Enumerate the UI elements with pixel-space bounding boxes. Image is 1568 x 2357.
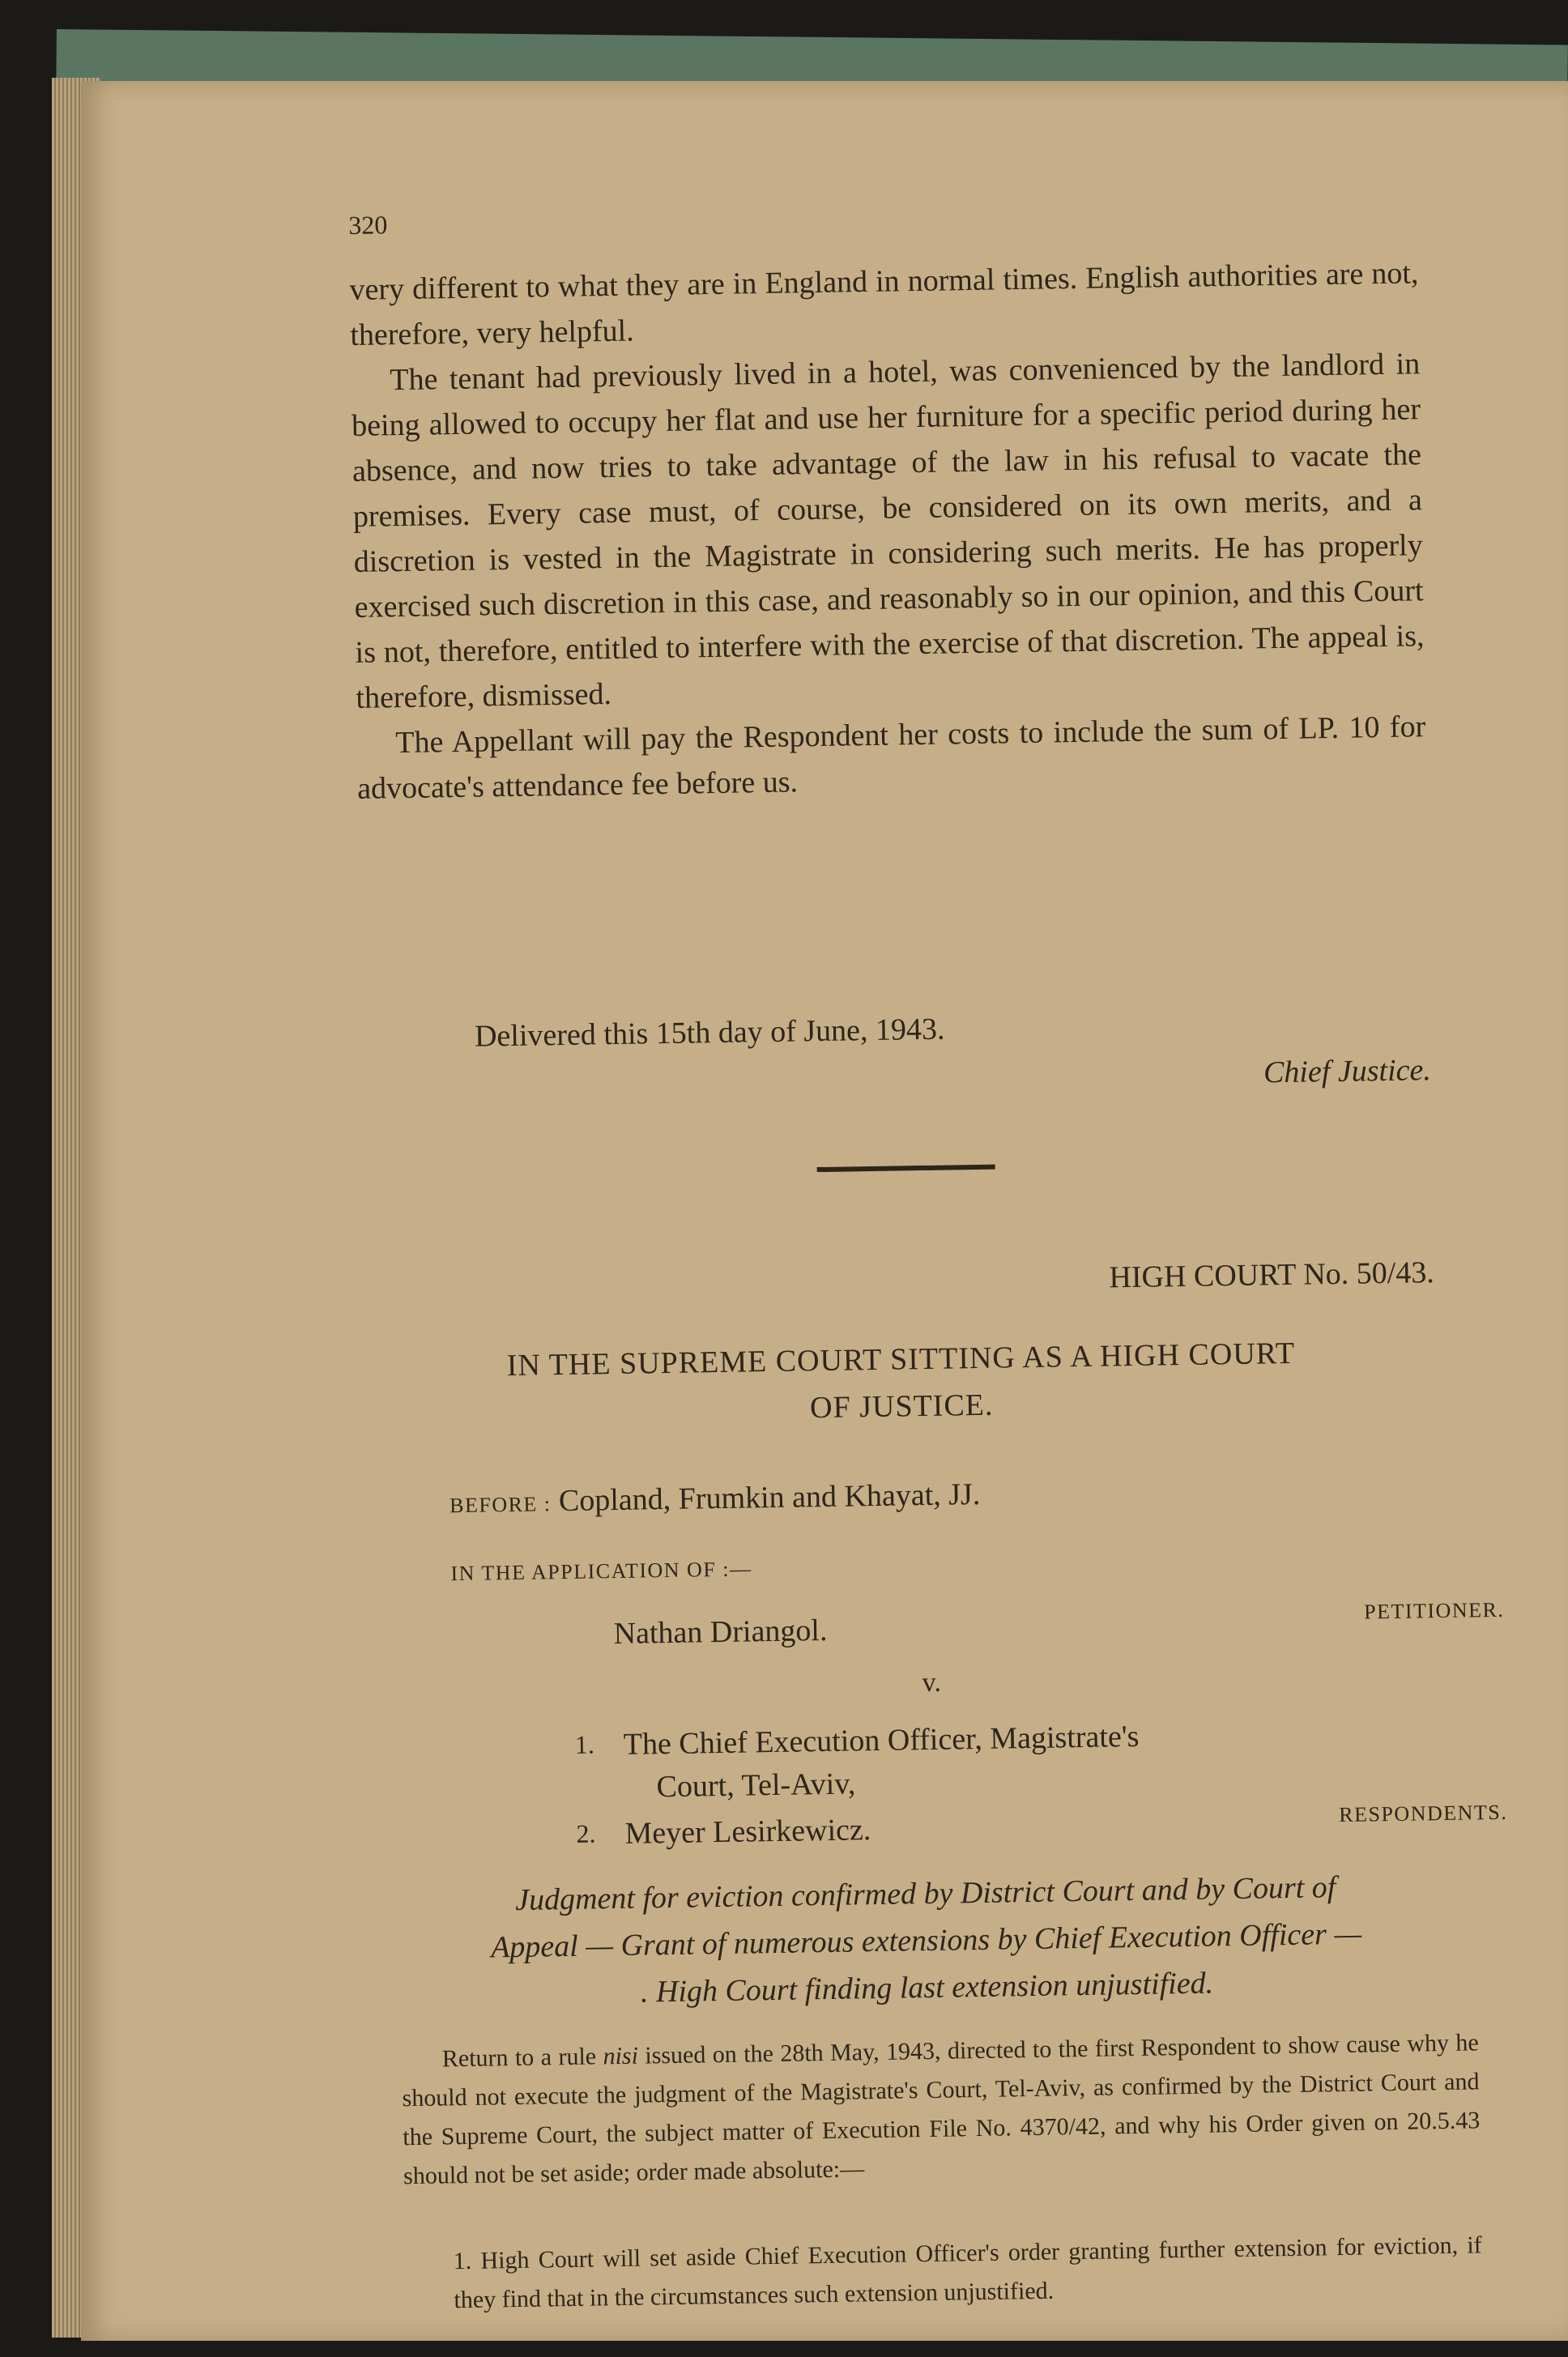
summary-rest: issued on the 28th May, 1943, directed to the first Respondent to show cause why he should not execute the judgment of the Magistrate's Court, Tel-Aviv, as confirmed by the District Court and the Supreme Court, the subject matter of Execution File No. 4370/42, and why his Order given on 20.5.43 should not be set aside; order made absolute:— xyxy=(402,2029,1481,2190)
judges: Copland, Frumkin and Khayat, JJ. xyxy=(558,1477,981,1519)
before-label: BEFORE : xyxy=(449,1492,552,1518)
paragraph-1: very different to what they are in England in normal times. English authorities are not, therefore, very helpful. xyxy=(349,256,1419,352)
holding-1: 1. High Court will set aside Chief Execution Officer's order granting further extension for eviction, if they find that in the circumstances such extension unjustified. xyxy=(453,2231,1482,2314)
case-summary xyxy=(401,2023,1481,2196)
judgment-text xyxy=(349,250,1426,812)
headnote-line-1: Judgment for eviction confirmed by District Court and by Court of xyxy=(514,1870,1336,1918)
petitioner-label: PETITIONER. xyxy=(1363,1597,1505,1624)
respondent-1-line-2: Court, Tel-Aviv, xyxy=(656,1767,856,1805)
page-number: 320 xyxy=(348,210,388,240)
section-divider xyxy=(817,1165,995,1172)
respondents-label: RESPONDENTS. xyxy=(1339,1800,1508,1827)
court-title-line-1: IN THE SUPREME COURT SITTING AS A HIGH COURT xyxy=(506,1336,1296,1383)
paragraph-3: The Appellant will pay the Respondent her costs to include the sum of LP. 10 for advocate's attendance fee before us. xyxy=(356,710,1426,806)
page-content xyxy=(348,192,1515,2314)
respondent-1-line-1: The Chief Execution Officer, Magistrate's xyxy=(623,1719,1140,1762)
respondent-2-name: Meyer Lesirkewicz. xyxy=(624,1813,871,1851)
respondent-2-number: 2. xyxy=(576,1818,596,1848)
court-title xyxy=(415,1328,1388,1438)
summary-start: Return to a rule xyxy=(441,2043,603,2073)
bench xyxy=(450,1477,981,1520)
headnote-line-3: . High Court finding last extension unjustified. xyxy=(640,1966,1214,2010)
petitioner-name: Nathan Driangol. xyxy=(613,1613,828,1652)
respondent-1-number: 1. xyxy=(574,1729,595,1759)
headnote xyxy=(374,1861,1478,2019)
summary-nisi: nisi xyxy=(603,2042,639,2070)
versus: v. xyxy=(922,1667,942,1698)
paragraph-2: The tenant had previously lived in a hotel, was convenienced by the landlord in being allowed to occupy her flat and use her furniture for a specific period during her absence, and now tries to take advantage of the law in his refusal to vacate the premises. Every case must, of course, be considered on its own merits, and a discretion is vested in the Magistrate in considering such merits. He has properly exercised such discretion in this case, and reasonably so in our opinion, and this Court is not, therefore, entitled to interfere with the exercise of that discretion. The appeal is, therefore, dismissed. xyxy=(351,347,1425,715)
case-number: HIGH COURT No. 50/43. xyxy=(1109,1255,1435,1295)
application-label: IN THE APPLICATION OF :— xyxy=(450,1557,752,1586)
court-title-line-2: OF JUSTICE. xyxy=(809,1387,994,1426)
signature: Chief Justice. xyxy=(1263,1053,1432,1090)
headnote-line-2: Appeal — Grant of numerous extensions by Chief Execution Officer — xyxy=(490,1916,1362,1965)
book-page xyxy=(81,81,1568,2341)
delivery-date: Delivered this 15th day of June, 1943. xyxy=(474,1012,945,1054)
